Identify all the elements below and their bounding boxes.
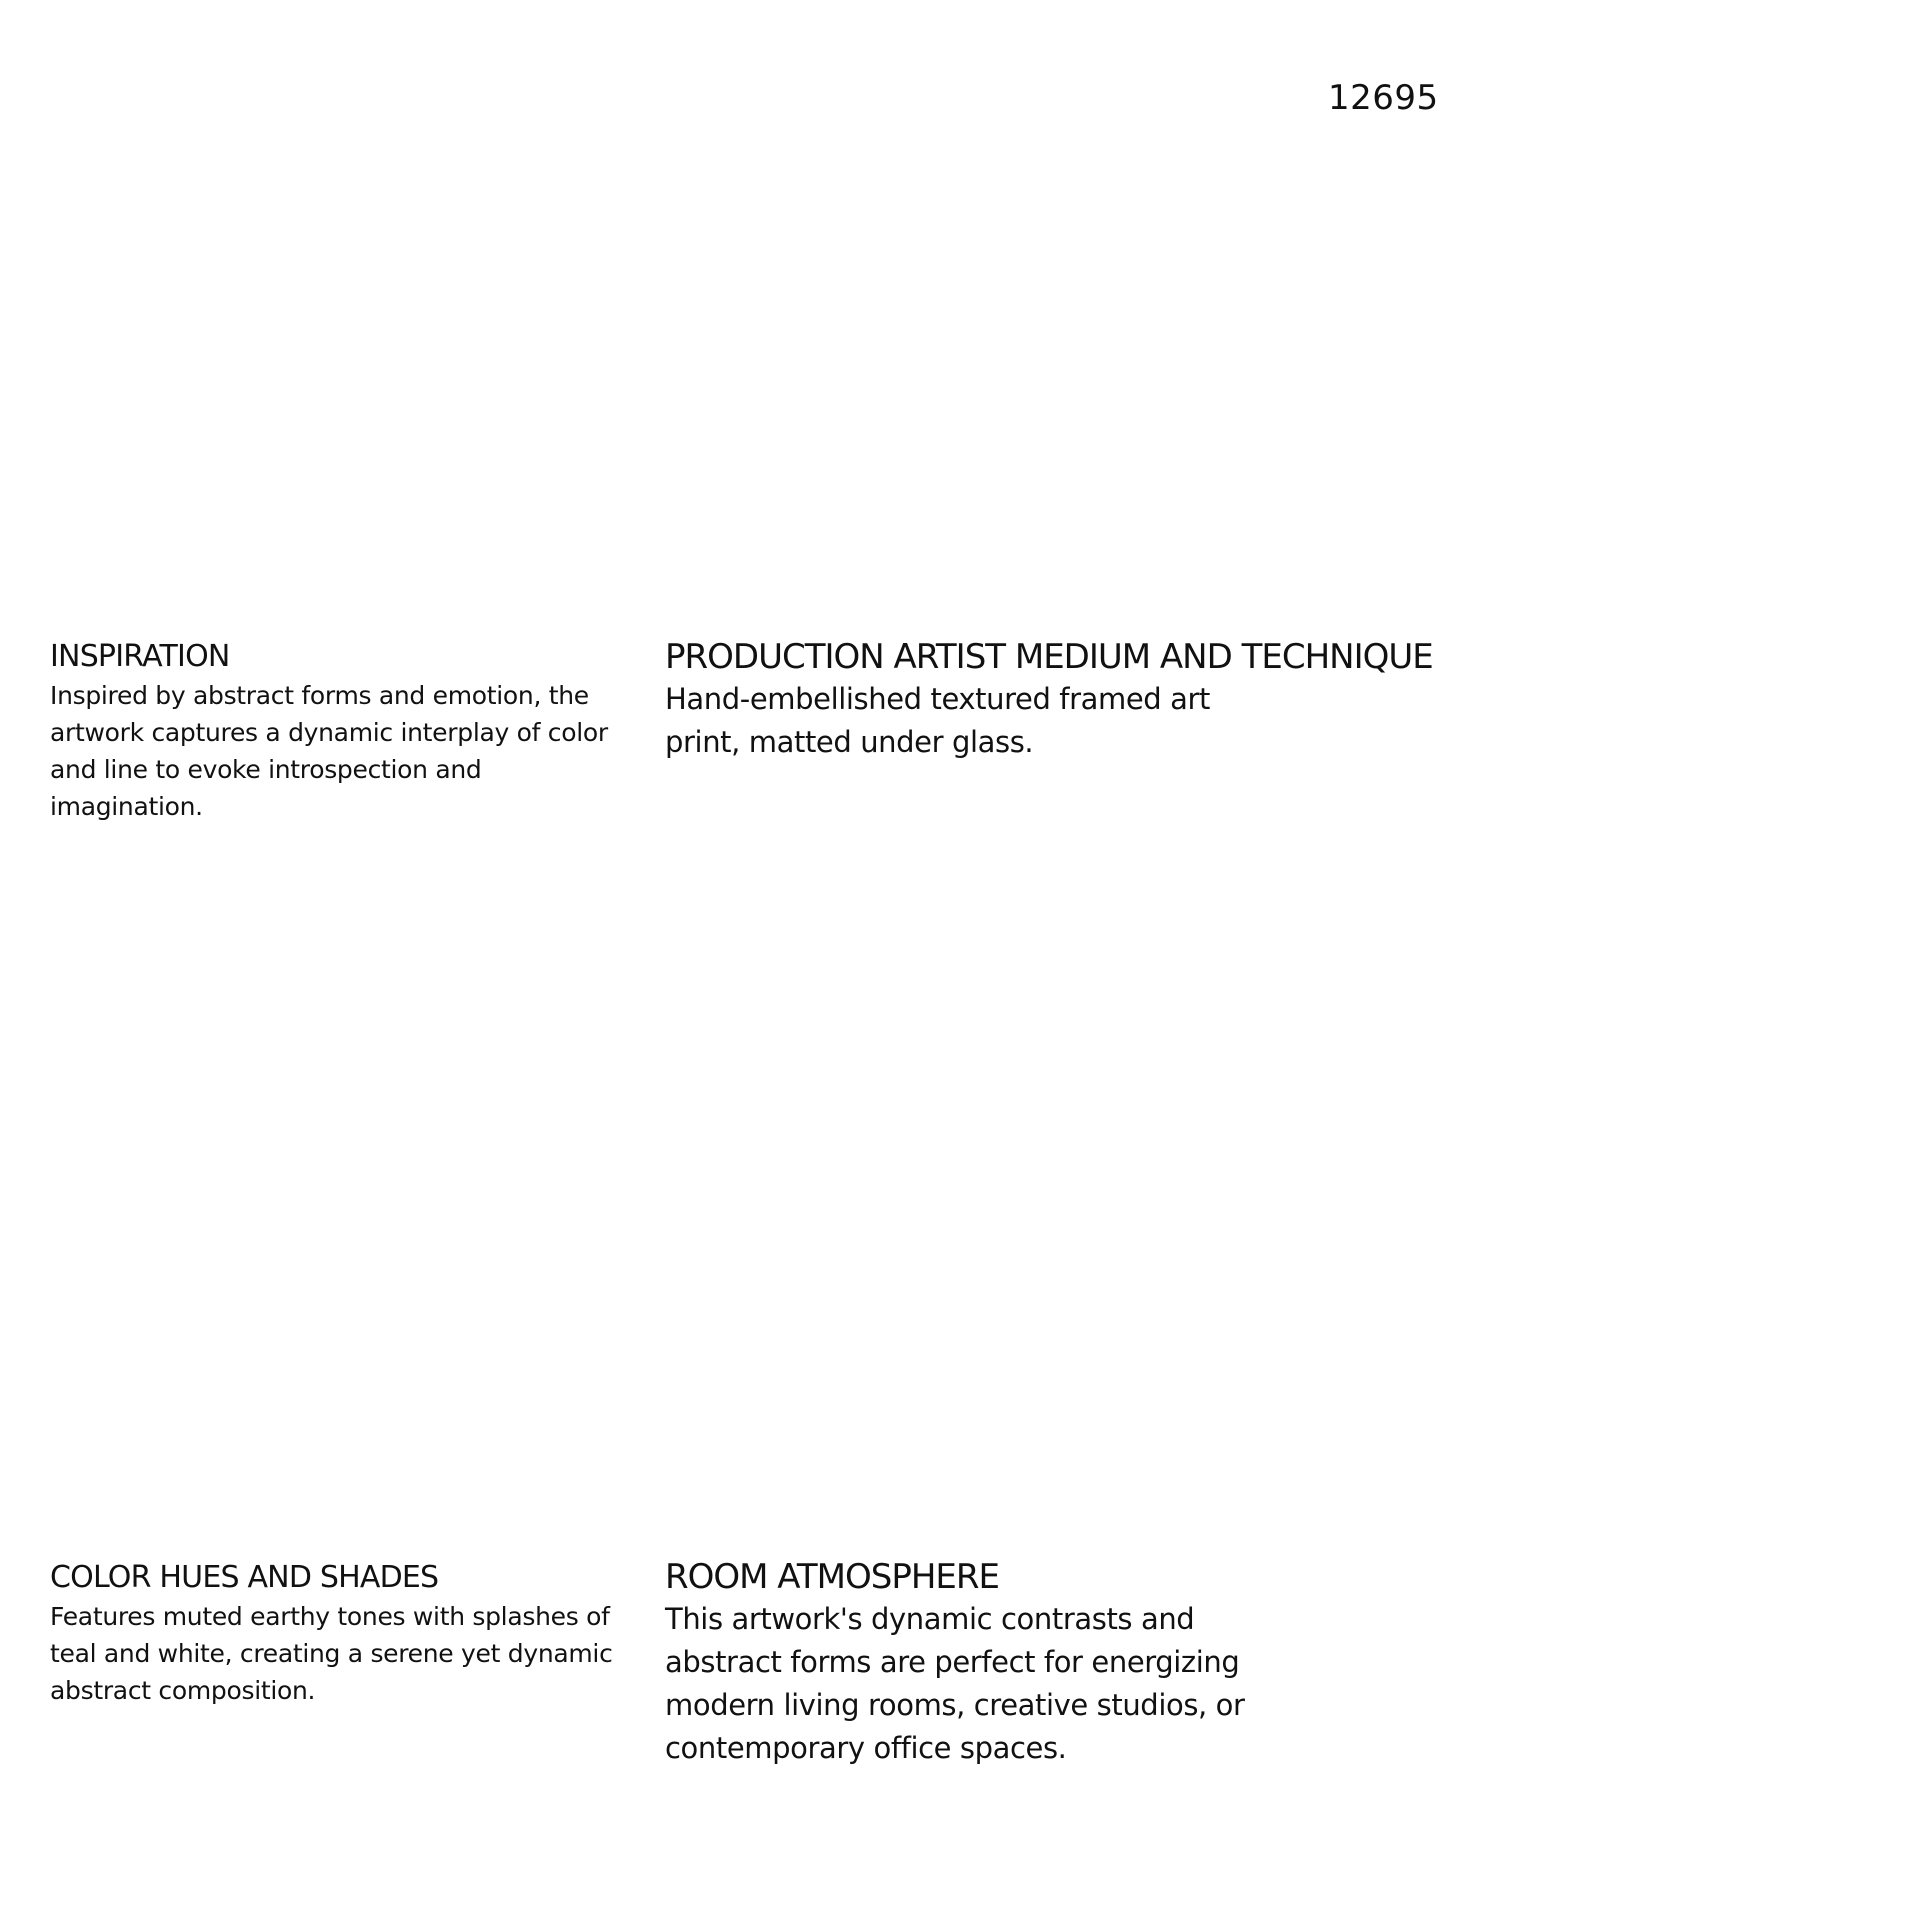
color-title: COLOR HUES AND SHADES — [50, 1560, 439, 1595]
document-number: 12695 — [1328, 78, 1439, 118]
room-atmosphere-section — [665, 1556, 1265, 1770]
room-atmosphere-body: This artwork's dynamic contrasts and abstract forms are perfect for energizing modern living rooms, creative studios, or contemporary office spaces. — [665, 1602, 1245, 1765]
color-section — [50, 1558, 625, 1709]
production-body: Hand-embellished textured framed art print, matted under glass. — [665, 682, 1210, 759]
production-section — [665, 636, 1565, 764]
production-title: PRODUCTION ARTIST MEDIUM AND TECHNIQUE — [665, 637, 1433, 677]
room-atmosphere-title: ROOM ATMOSPHERE — [665, 1557, 1000, 1597]
inspiration-body: Inspired by abstract forms and emotion, the artwork captures a dynamic interplay of color and line to evoke introspection and imagination. — [50, 681, 608, 821]
color-body: Features muted earthy tones with splashes of teal and white, creating a serene yet dynamic abstract composition. — [50, 1602, 613, 1705]
inspiration-title: INSPIRATION — [50, 639, 230, 674]
inspiration-section — [50, 637, 625, 825]
